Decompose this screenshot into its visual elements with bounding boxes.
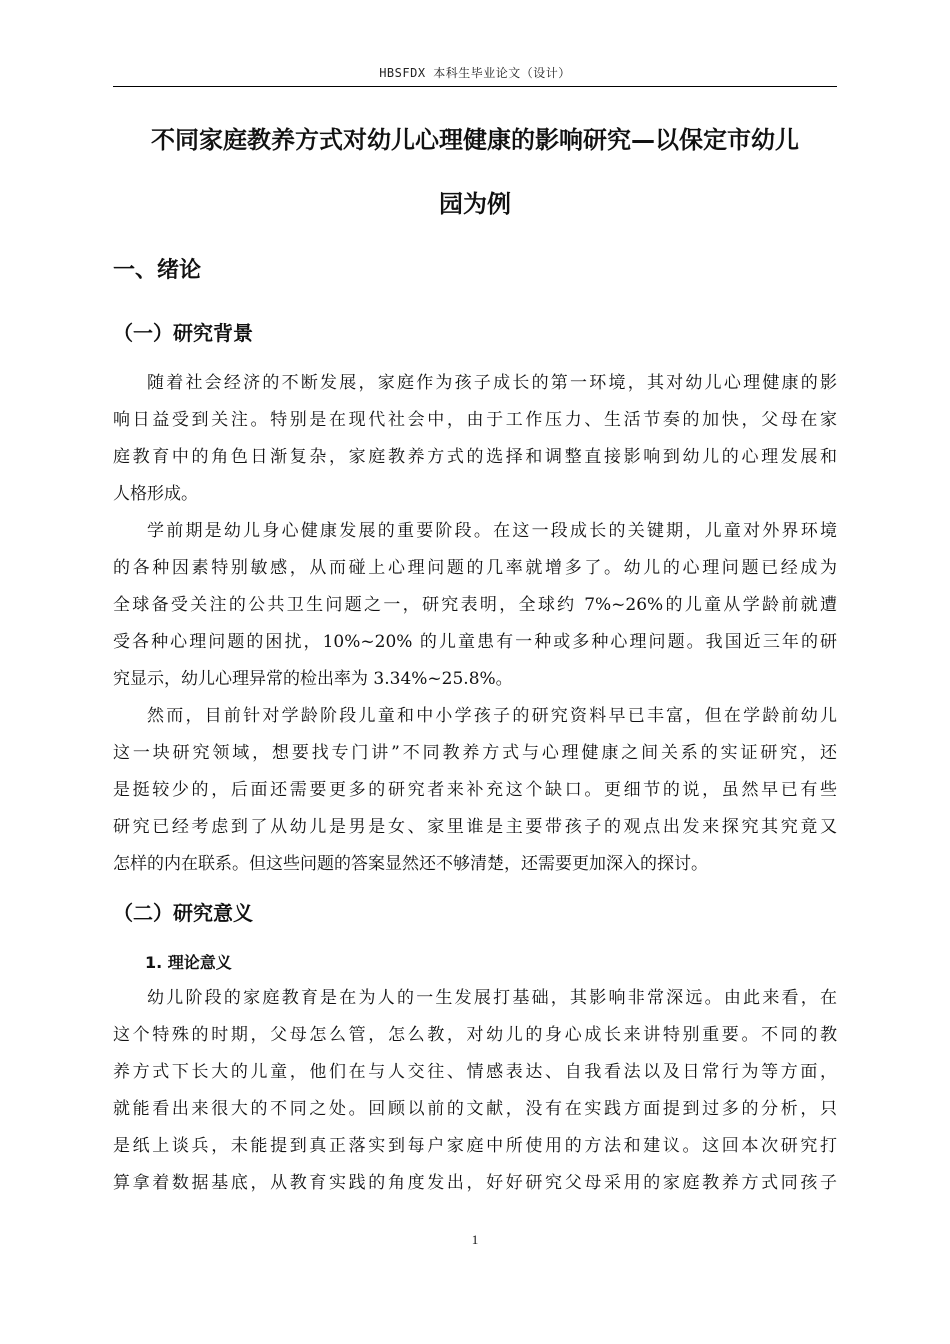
paper-title xyxy=(113,108,837,236)
paragraph-background-3 xyxy=(113,698,837,883)
paragraph-background-2 xyxy=(113,513,837,698)
text-line: 就能看出来很大的不同之处。回顾以前的文献，没有在实践方面提到过多的分析，只 xyxy=(113,1099,837,1119)
text-line: 受各种心理问题的困扰，10%~20% 的儿童患有一种或多种心理问题。我国近三年的研 xyxy=(113,632,837,652)
subsection-heading-theoretical-significance: 1. 理论意义 xyxy=(145,953,232,972)
text-line: 这一块研究领域，想要找专门讲”不同教养方式与心理健康之间关系的实证研究，还 xyxy=(113,743,837,763)
text-line: 是挺较少的，后面还需要更多的研究者来补充这个缺口。更细节的说，虽然早已有些 xyxy=(113,780,837,800)
text-line: 研究已经考虑到了从幼儿是男是女、家里谁是主要带孩子的观点出发来探究其究竟又 xyxy=(113,817,837,837)
section-heading-introduction: 一、绪论 xyxy=(113,258,202,283)
text-line: 这个特殊的时期，父母怎么管，怎么教，对幼儿的身心成长来讲特别重要。不同的教 xyxy=(113,1025,837,1045)
paper-title-line-2: 园为例 xyxy=(439,190,511,218)
page-number: 1 xyxy=(471,1232,479,1247)
text-line: 学前期是幼儿身心健康发展的重要阶段。在这一段成长的关键期，儿童对外界环境 xyxy=(147,521,837,541)
section-heading-research-significance: （二）研究意义 xyxy=(113,901,253,925)
text-line: 算拿着数据基底，从教育实践的角度发出，好好研究父母采用的家庭教养方式同孩子 xyxy=(113,1173,837,1193)
text-line: 然而，目前针对学龄阶段儿童和中小学孩子的研究资料早已丰富，但在学龄前幼儿 xyxy=(147,706,837,726)
paragraph-background-1 xyxy=(113,365,837,513)
text-line: 人格形成。 xyxy=(113,484,198,504)
text-line: 究显示，幼儿心理异常的检出率为 3.34%~25.8%。 xyxy=(113,669,513,689)
text-line: 全球备受关注的公共卫生问题之一，研究表明，全球约 7%~26%的儿童从学龄前就遭 xyxy=(113,595,837,615)
paragraph-theoretical-significance xyxy=(113,980,837,1202)
text-line: 怎样的内在联系。但这些问题的答案显然还不够清楚，还需要更加深入的探讨。 xyxy=(113,854,708,874)
text-line: 幼儿阶段的家庭教育是在为人的一生发展打基础，其影响非常深远。由此来看，在 xyxy=(147,988,837,1008)
text-line: 养方式下长大的儿童，他们在与人交往、情感表达、自我看法以及日常行为等方面， xyxy=(113,1062,837,1082)
text-line: 响日益受到关注。特别是在现代社会中，由于工作压力、生活节奏的加快，父母在家 xyxy=(113,410,837,430)
section-heading-research-background: （一）研究背景 xyxy=(113,321,253,345)
text-line: 随着社会经济的不断发展，家庭作为孩子成长的第一环境，其对幼儿心理健康的影 xyxy=(147,373,837,393)
running-header: HBSFDX 本科生毕业论文（设计） xyxy=(379,66,571,80)
text-line: 的各种因素特别敏感，从而碰上心理问题的几率就增多了。幼儿的心理问题已经成为 xyxy=(113,558,837,578)
paper-title-line-1: 不同家庭教养方式对幼儿心理健康的影响研究—以保定市幼儿 xyxy=(151,126,799,154)
text-line: 庭教育中的角色日渐复杂，家庭教养方式的选择和调整直接影响到幼儿的心理发展和 xyxy=(113,447,837,467)
header-rule xyxy=(113,86,837,87)
text-line: 是纸上谈兵，未能提到真正落实到每户家庭中所使用的方法和建议。这回本次研究打 xyxy=(113,1136,837,1156)
